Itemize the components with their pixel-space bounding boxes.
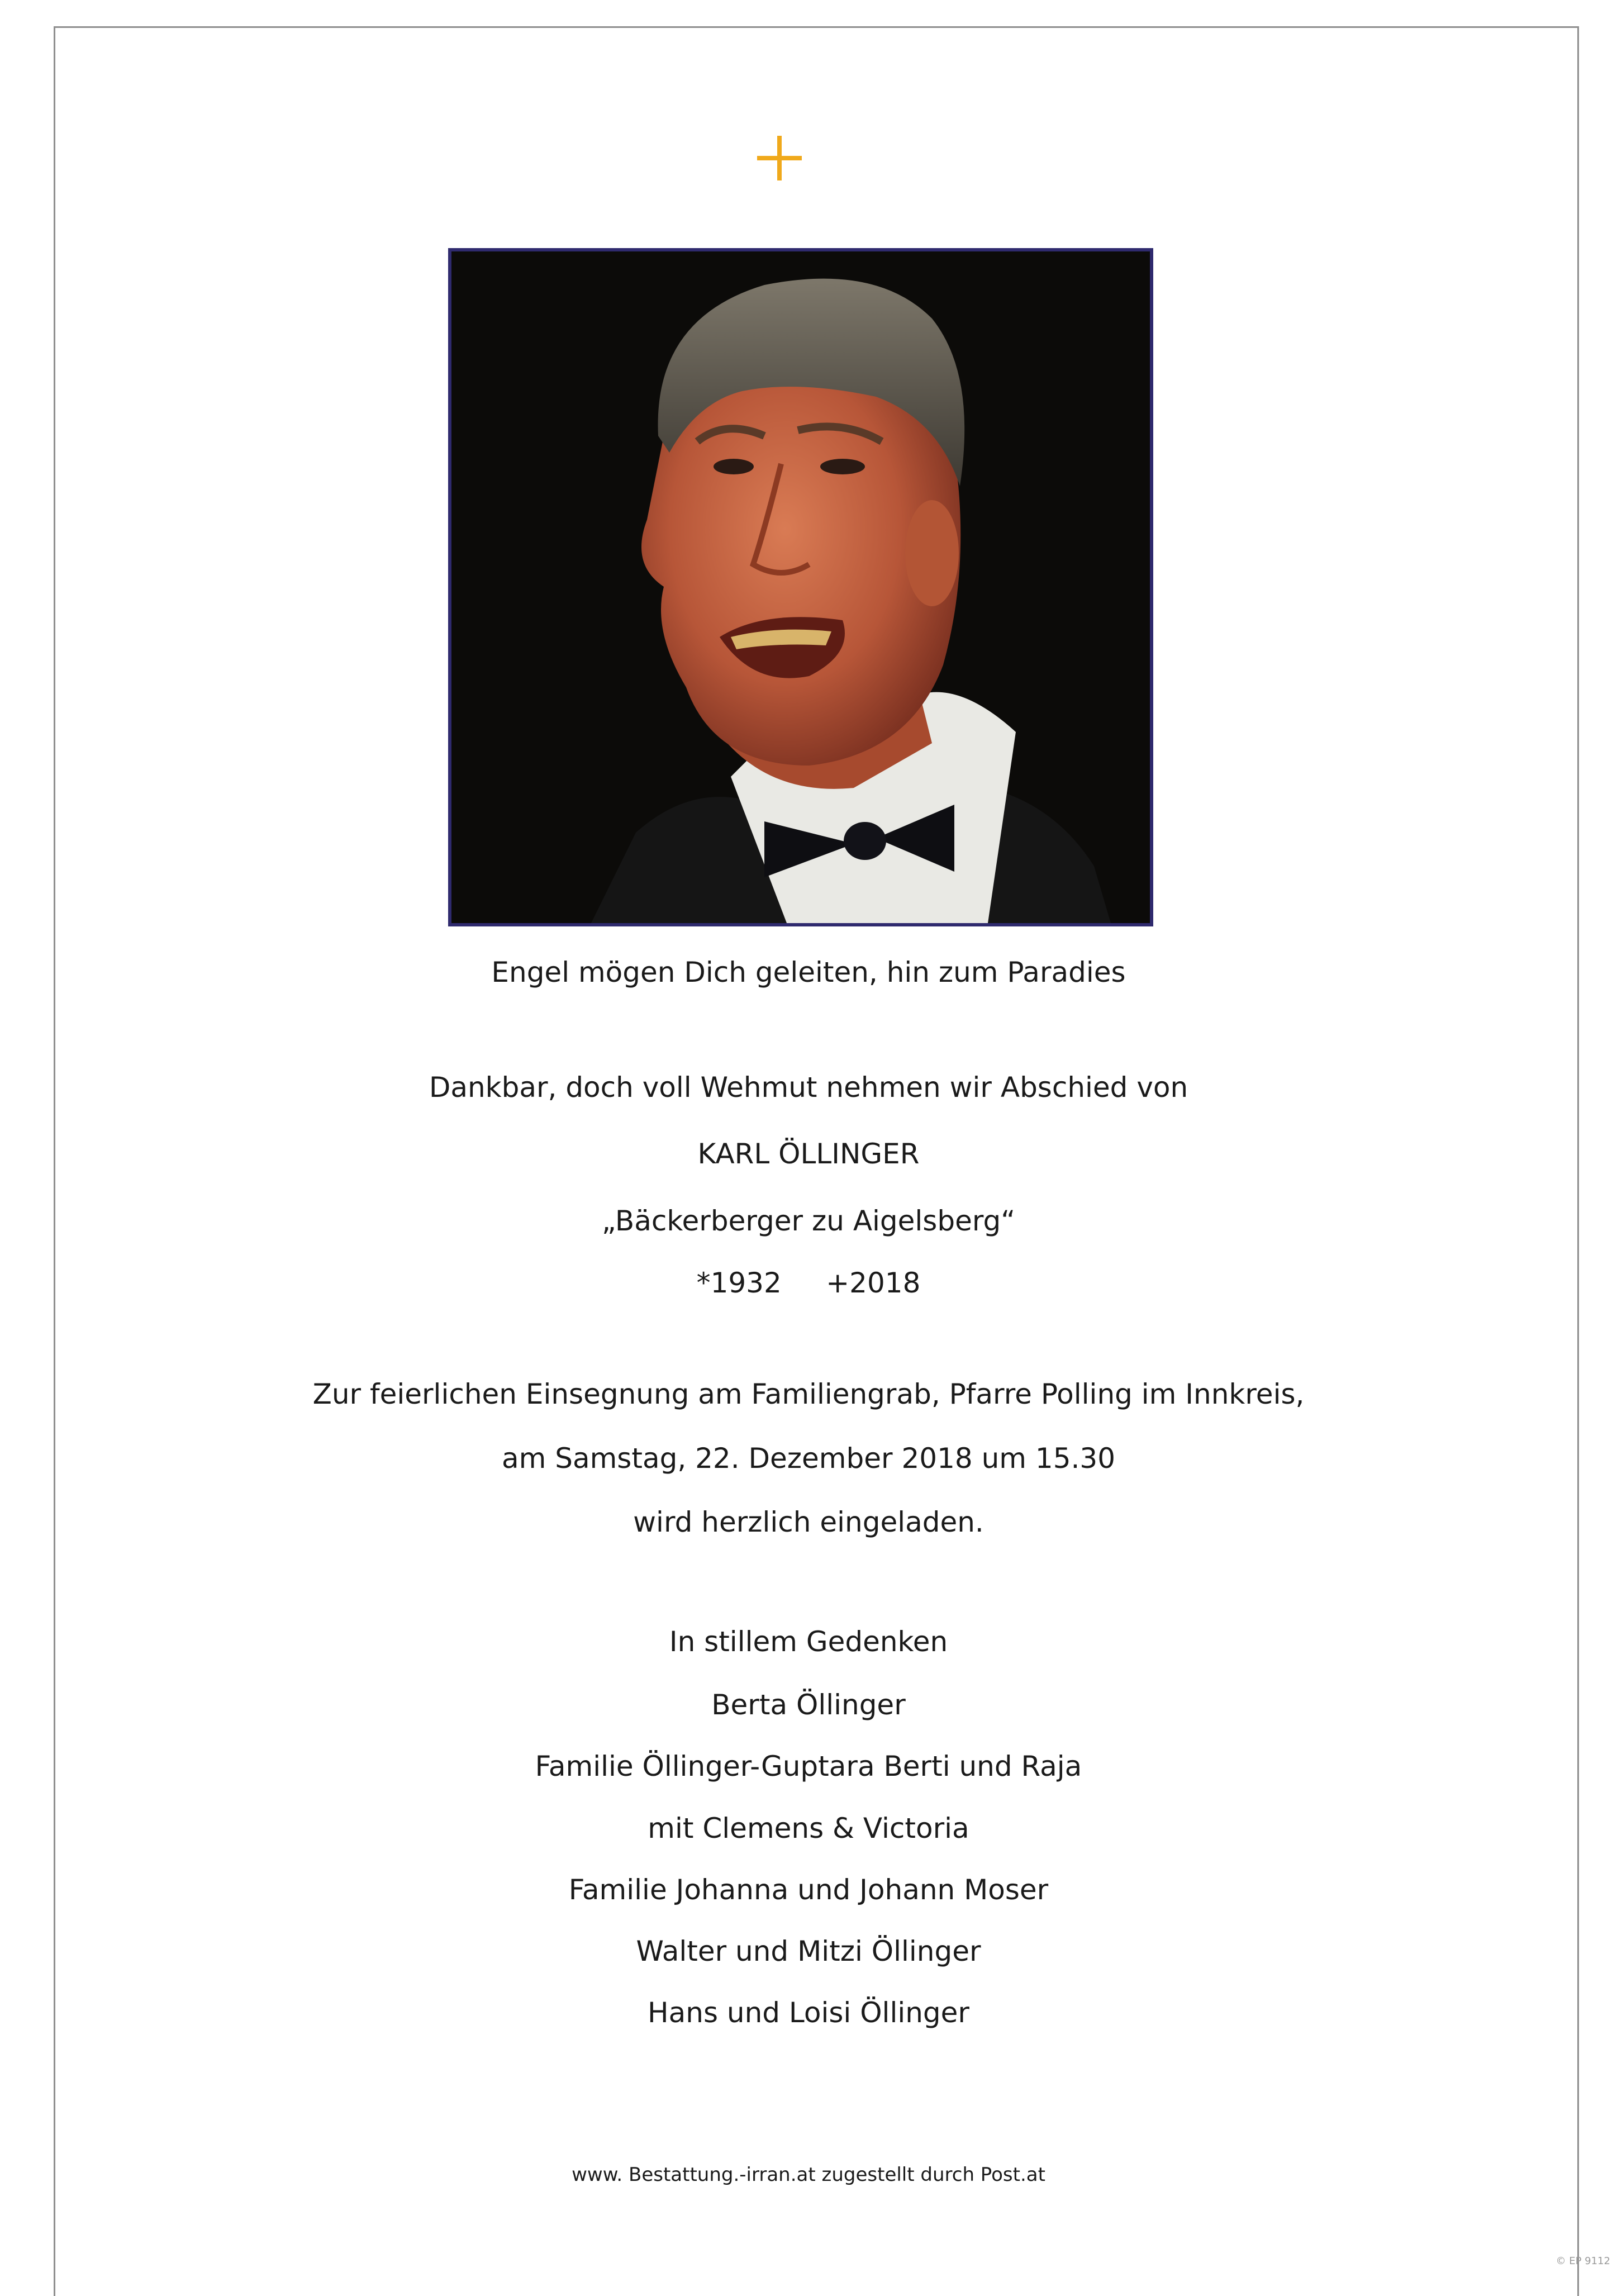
cross-icon bbox=[757, 136, 802, 180]
invitation-line-3: wird herzlich eingeladen. bbox=[633, 1506, 984, 1538]
deceased-name: KARL ÖLLINGER bbox=[697, 1138, 920, 1170]
invitation-line-1: Zur feierlichen Einsegnung am Familiengrab, Pfarre Polling im Innkreis, bbox=[312, 1378, 1305, 1410]
life-dates: *1932 +2018 bbox=[696, 1267, 921, 1299]
mourners-heading: In stillem Gedenken bbox=[669, 1625, 948, 1658]
mourner-name: mit Clemens & Victoria bbox=[648, 1812, 969, 1845]
farewell-intro: Dankbar, doch voll Wehmut nehmen wir Abschied von bbox=[429, 1071, 1188, 1104]
portrait-image bbox=[451, 251, 1150, 923]
mourner-name: Hans und Loisi Öllinger bbox=[648, 1996, 969, 2029]
mourner-name: Walter und Mitzi Öllinger bbox=[636, 1935, 981, 1967]
invitation-line-2: am Samstag, 22. Dezember 2018 um 15.30 bbox=[501, 1442, 1116, 1475]
portrait-photo bbox=[448, 248, 1153, 926]
quote: Engel mögen Dich geleiten, hin zum Paradies bbox=[491, 956, 1126, 988]
mourner-name: Berta Öllinger bbox=[711, 1689, 906, 1721]
mourner-name: Familie Johanna und Johann Moser bbox=[568, 1874, 1049, 1906]
corner-mark: © EP 9112 bbox=[1556, 2255, 1610, 2267]
mourner-name: Familie Öllinger-Guptara Berti und Raja bbox=[535, 1750, 1082, 1782]
deceased-nickname: „Bäckerberger zu Aigelsberg“ bbox=[601, 1205, 1016, 1237]
footer-text: www. Bestattung.-irran.at zugestellt durch Post.at bbox=[572, 2164, 1045, 2186]
